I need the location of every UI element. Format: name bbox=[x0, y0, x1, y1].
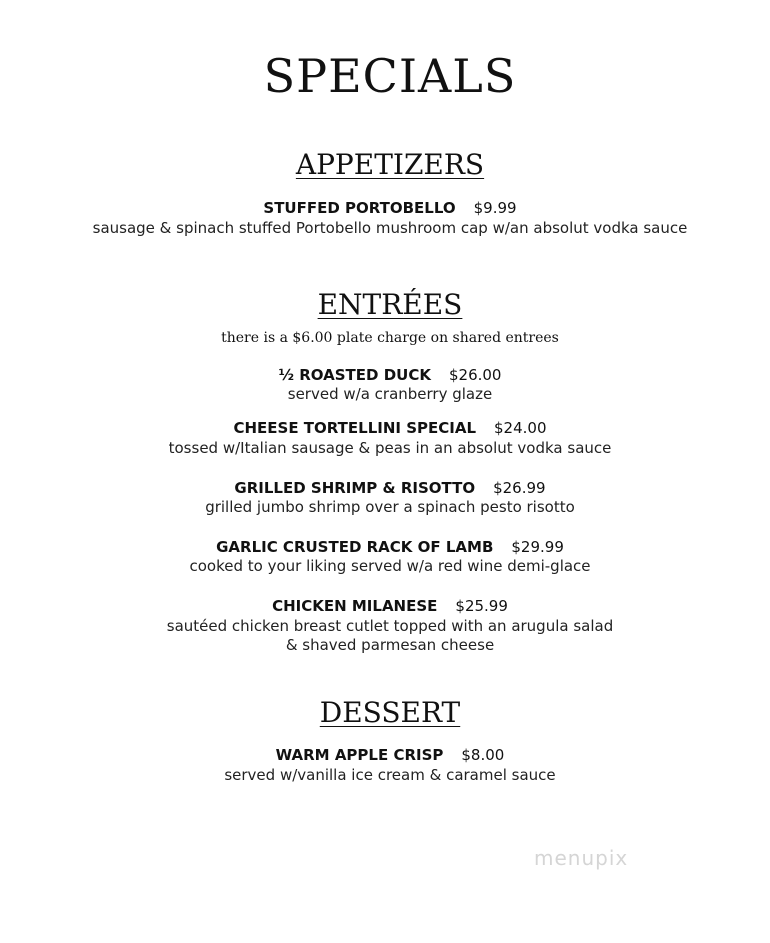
menu-item bbox=[0, 198, 770, 218]
item-name: WARM APPLE CRISP bbox=[275, 746, 444, 764]
menu-item bbox=[0, 537, 770, 557]
item-name: CHICKEN MILANESE bbox=[272, 597, 438, 615]
menu-item bbox=[0, 745, 770, 765]
entrees-heading: ENTRÉES bbox=[317, 288, 463, 321]
item-price: $26.99 bbox=[493, 479, 546, 497]
menu-item bbox=[0, 596, 770, 616]
item-price: $24.00 bbox=[494, 419, 547, 437]
item-description: sausage & spinach stuffed Portobello mushroom cap w/an absolut vodka sauce bbox=[92, 219, 688, 237]
watermark-logo: menupix bbox=[534, 846, 629, 870]
item-description: tossed w/Italian sausage & peas in an absolut vodka sauce bbox=[168, 439, 612, 457]
menu-item bbox=[0, 418, 770, 438]
appetizers-heading: APPETIZERS bbox=[295, 148, 485, 181]
item-price: $25.99 bbox=[455, 597, 508, 615]
item-description-continued: & shaved parmesan cheese bbox=[285, 636, 495, 654]
item-name: CHEESE TORTELLINI SPECIAL bbox=[233, 419, 477, 437]
item-name: STUFFED PORTOBELLO bbox=[263, 199, 456, 217]
menu-item bbox=[0, 478, 770, 498]
item-name: GRILLED SHRIMP & RISOTTO bbox=[234, 479, 476, 497]
item-description: served w/a cranberry glaze bbox=[287, 385, 493, 403]
page-title: SPECIALS bbox=[263, 49, 517, 103]
item-price: $8.00 bbox=[461, 746, 505, 764]
item-name: ½ ROASTED DUCK bbox=[278, 366, 431, 384]
plate-charge-note: there is a $6.00 plate charge on shared entrees bbox=[221, 330, 559, 346]
item-name: GARLIC CRUSTED RACK OF LAMB bbox=[216, 538, 494, 556]
item-description: served w/vanilla ice cream & caramel sauce bbox=[224, 766, 556, 784]
dessert-heading: DESSERT bbox=[319, 696, 461, 729]
item-price: $29.99 bbox=[511, 538, 564, 556]
item-price: $9.99 bbox=[473, 199, 517, 217]
item-description: sautéed chicken breast cutlet topped with an arugula salad bbox=[166, 617, 614, 635]
item-price: $26.00 bbox=[448, 366, 502, 384]
item-description: grilled jumbo shrimp over a spinach pesto risotto bbox=[205, 498, 575, 516]
item-description: cooked to your liking served w/a red wine demi-glace bbox=[189, 557, 591, 575]
menu-item bbox=[0, 365, 770, 385]
